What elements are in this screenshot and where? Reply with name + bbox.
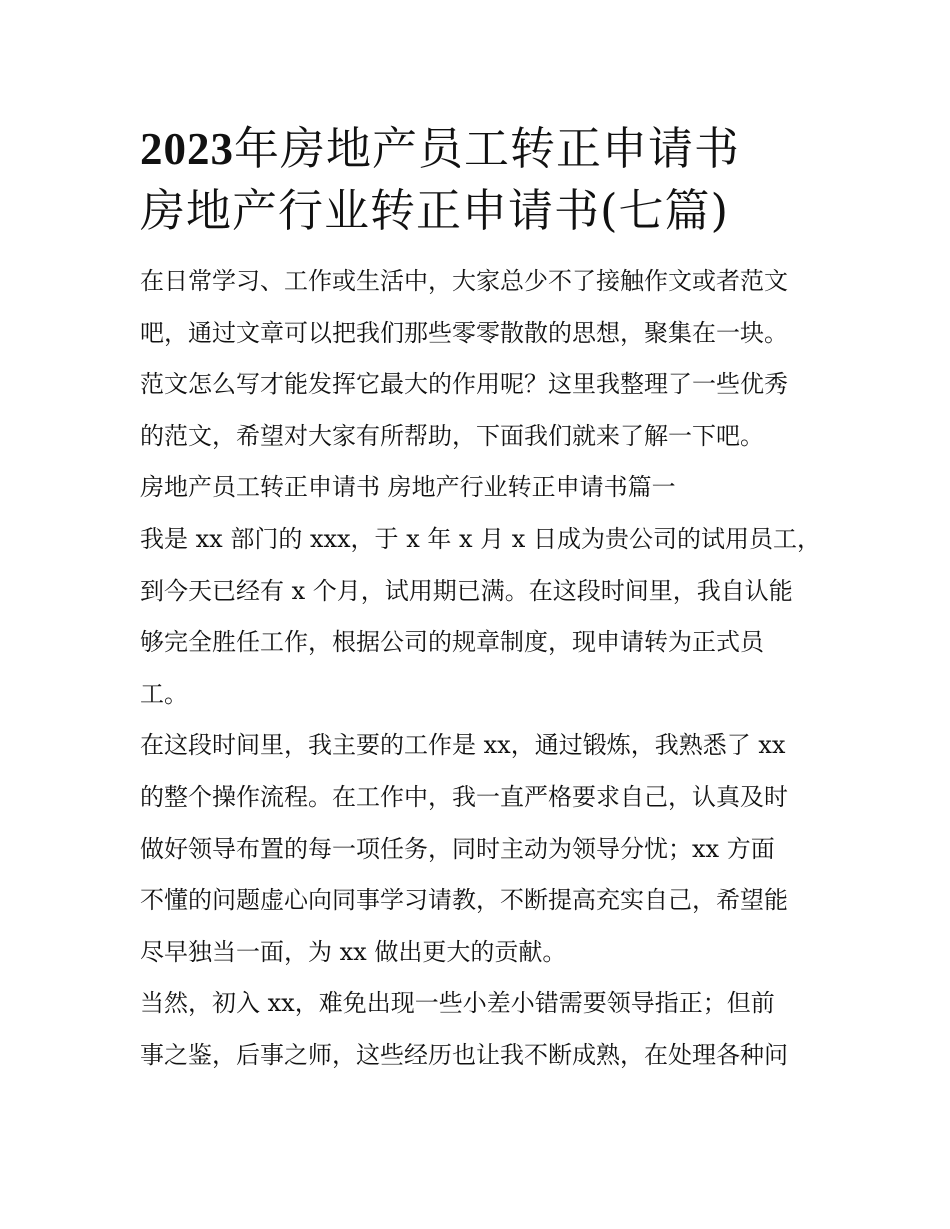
text-line: 范文怎么写才能发挥它最大的作用呢？这里我整理了一些优秀: [140, 370, 788, 399]
text-line: 的范文，希望对大家有所帮助，下面我们就来了解一下吧。: [140, 421, 764, 450]
title-line-2: 房地产行业转正申请书(七篇): [140, 184, 730, 237]
document-body: [140, 256, 821, 1082]
text-line: 在日常学习、工作或生活中，大家总少不了接触作文或者范文: [140, 267, 788, 295]
text-line: 到今天已经有 x 个月，试用期已满。在这段时间里，我自认能: [140, 576, 793, 605]
title-line-1-text: 年房地产员工转正申请书: [234, 122, 741, 175]
text-line: 够完全胜任工作，根据公司的规章制度，现申请转为正式员: [140, 628, 764, 657]
title-year: 2023: [140, 124, 234, 174]
text-line: 当然，初入 xx，难免出现一些小差小错需要领导指正；但前: [140, 989, 775, 1018]
section-heading: 房地产员工转正申请书 房地产行业转正申请书篇一: [140, 473, 676, 502]
document-title: [140, 118, 810, 242]
text-line: 吧，通过文章可以把我们那些零零散散的思想，聚集在一块。: [140, 318, 788, 347]
text-line: 尽早独当一面，为 xx 做出更大的贡献。: [140, 937, 567, 966]
text-line: 做好领导布置的每一项任务，同时主动为领导分忧；xx 方面: [140, 834, 775, 863]
text-line: 我是 xx 部门的 xxx，于 x 年 x 月 x 日成为贵公司的试用员工，: [140, 524, 821, 553]
text-line: 的整个操作流程。在工作中，我一直严格要求自己，认真及时: [140, 782, 788, 811]
text-line: 事之鉴，后事之师，这些经历也让我不断成熟，在处理各种问: [140, 1040, 788, 1069]
text-line: 工。: [140, 679, 188, 708]
document-content: [140, 118, 821, 1082]
text-line: 在这段时间里，我主要的工作是 xx，通过锻炼，我熟悉了 xx: [140, 731, 786, 760]
title-line-1: [140, 118, 810, 180]
text-line: 不懂的问题虚心向同事学习请教，不断提高充实自己，希望能: [140, 886, 788, 915]
